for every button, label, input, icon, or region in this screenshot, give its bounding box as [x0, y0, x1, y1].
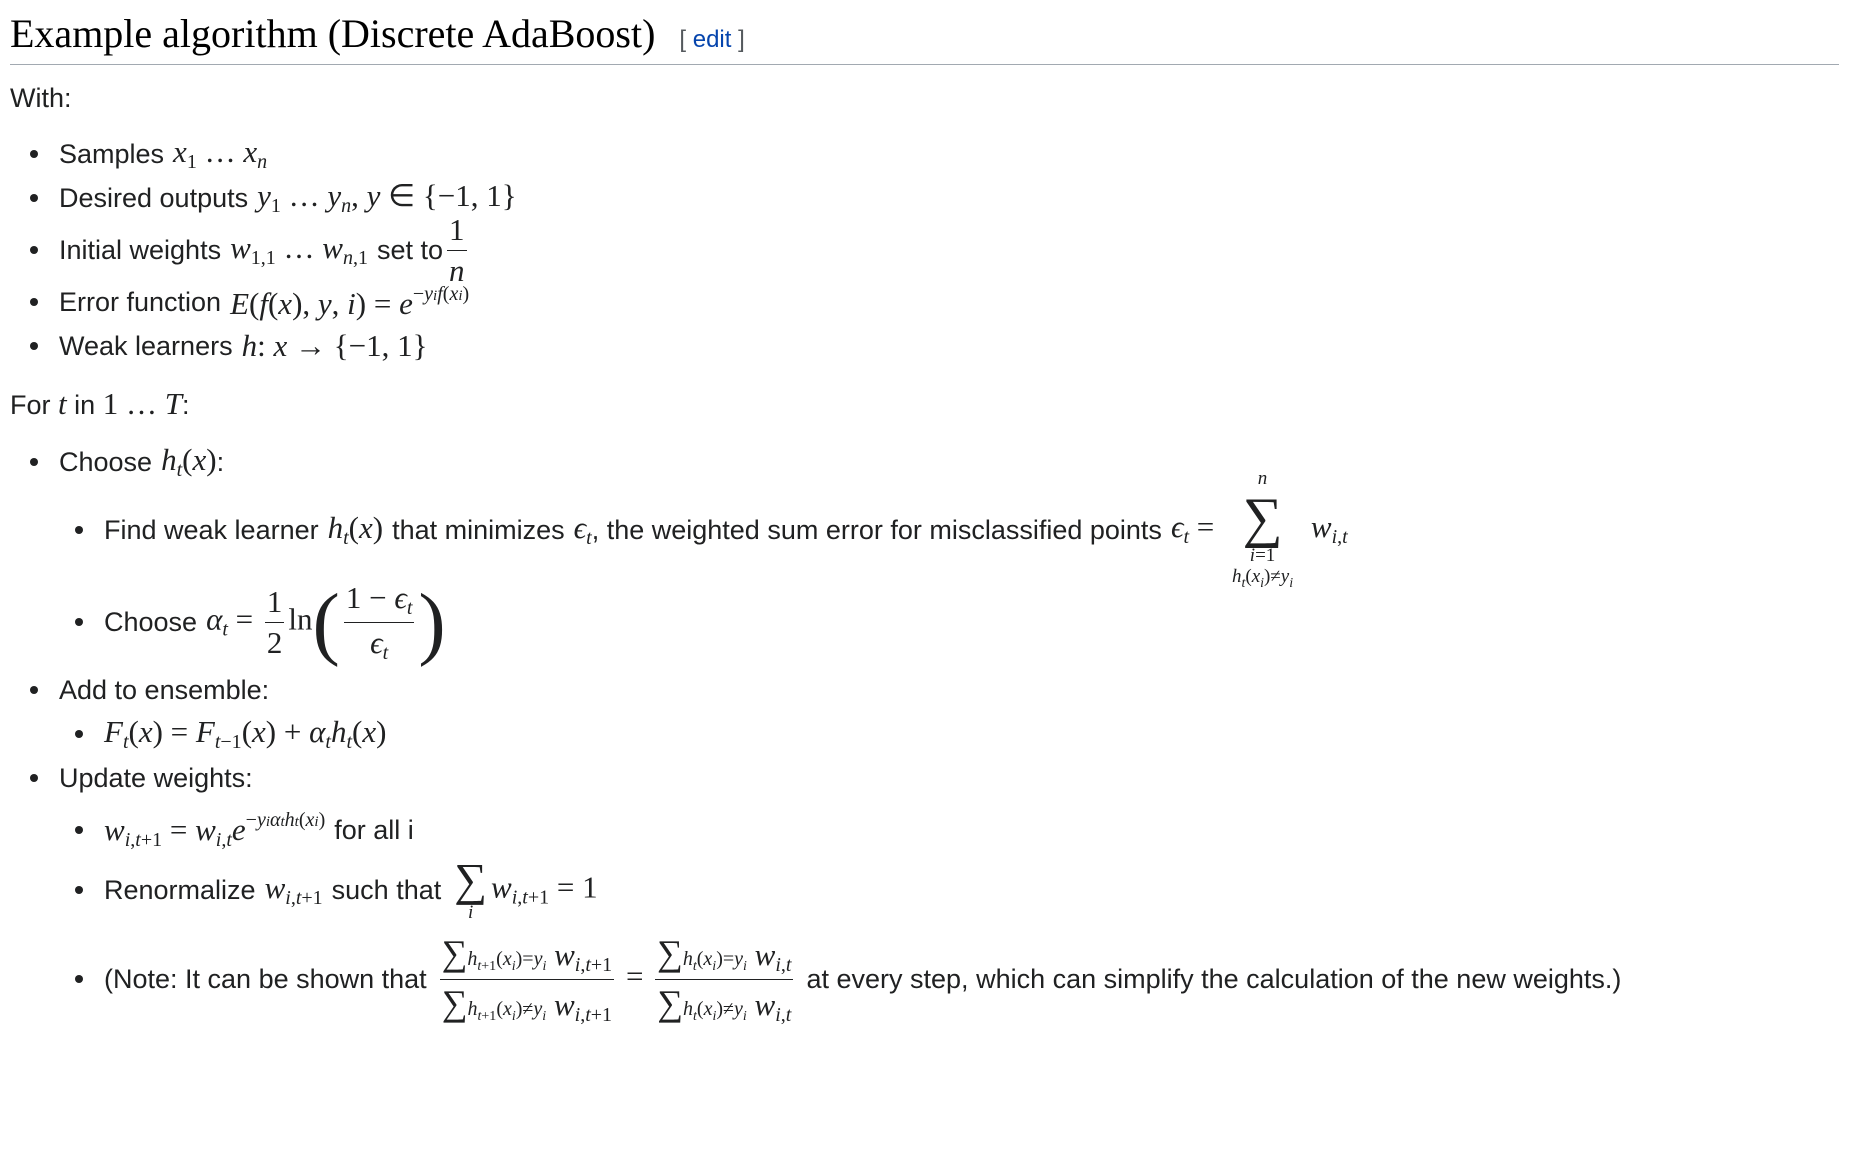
list-item-error-function	[28, 280, 1839, 324]
list-item-note	[73, 920, 1839, 1038]
intro-text: With:	[10, 83, 72, 113]
list-item-ensemble-formula	[73, 712, 1839, 756]
list-item-choose-h	[28, 440, 1839, 484]
add-ensemble-label: Add to ensemble:	[59, 674, 270, 705]
list-item-find-weak-learner	[73, 468, 1839, 591]
loop-in-label: in	[74, 390, 96, 420]
weak-learners-label: Weak learners	[59, 330, 233, 361]
update-weights-label: Update weights:	[59, 762, 253, 793]
list-item-renormalize	[73, 853, 1839, 923]
renormalize-weight: $w_{i,t+1}$	[264, 870, 323, 909]
loop-variable: t	[58, 386, 67, 421]
loop-for-label: For	[10, 390, 51, 420]
choose-h-colon: :	[216, 446, 225, 477]
update-substeps	[73, 800, 1839, 1038]
choose-h-substeps	[73, 468, 1839, 668]
list-item-weight-update	[73, 800, 1839, 860]
samples-formula: $x_1$ … $x_n$	[173, 134, 268, 173]
list-item-choose-alpha	[73, 576, 1839, 668]
list-item-samples	[28, 132, 1839, 176]
edit-link[interactable]: edit	[692, 26, 732, 53]
initial-weights-label: Initial weights	[59, 234, 222, 265]
error-function-formula: E(f(x), y, $i) = e^{-yif(xi)}$	[230, 282, 470, 321]
list-item-desired-outputs	[28, 176, 1839, 220]
section-heading-row	[10, 10, 1839, 65]
steps-list	[28, 440, 1839, 1038]
renormalize-label: Renormalize	[104, 874, 256, 905]
such-that-label: such that	[331, 874, 442, 905]
edit-section	[679, 26, 744, 54]
loop-range: 1 … T	[102, 386, 182, 421]
find-weak-label: Find weak learner	[104, 514, 319, 545]
find-weak-mid: that minimizes	[392, 514, 565, 545]
sum-operator: n ∑ i=1 $h_t(x_i)\ne y_i$	[1231, 468, 1294, 591]
desired-outputs-label: Desired outputs	[59, 182, 249, 213]
weak-learners-formula: h: x → {−1, 1}	[241, 328, 428, 363]
list-item-initial-weights	[28, 211, 1839, 288]
edit-bracket-open: [	[679, 26, 687, 53]
weak-learner-formula: $h_t(x)$	[327, 510, 384, 549]
set-to-label: set to	[376, 234, 444, 265]
list-item-add-ensemble	[28, 668, 1839, 712]
loop-line	[10, 386, 1839, 422]
error-function-label: Error function	[59, 286, 222, 317]
weight-update-formula: $w_{i,t+1} = w_{i,t}e^{-yi\alpha tht(xi)}$	[104, 808, 326, 851]
for-all-i-label: for all i	[334, 814, 414, 845]
weighted-error-formula: $\epsilon_t$ = n ∑ i=1 $h_t(x_i)\ne y_i$ $w_{i,t}$	[1170, 468, 1348, 591]
choose-alpha-label: Choose	[104, 606, 198, 637]
section-title: Example algorithm (Discrete AdaBoost)	[10, 11, 656, 56]
initial-weights-formula: $w_{1,1}$ … $w_{n,1}$	[230, 230, 368, 269]
list-item-update-substeps	[28, 800, 1839, 1038]
note-suffix: at every step, which can simplify the calculation of the new weights.)	[806, 963, 1622, 994]
loop-colon: :	[181, 390, 190, 420]
choose-h-formula: $h_t(x)$	[161, 442, 217, 481]
find-weak-tail: , the weighted sum error for misclassified points	[591, 514, 1162, 545]
add-ensemble-substeps	[73, 712, 1839, 756]
epsilon-symbol: $\epsilon_t$	[573, 510, 592, 549]
choose-h-label: Choose	[59, 446, 153, 477]
given-list	[28, 132, 1839, 368]
normalization-formula: ∑ i $w_{i,t+1} = 1$	[454, 853, 598, 923]
desired-outputs-formula: $y_1$ … $y_n$, y ∈ {−1, 1}	[257, 178, 517, 217]
one-over-n-fraction: $\frac{1}{n}$	[449, 211, 465, 288]
list-item-choose-h-substeps	[28, 468, 1839, 668]
list-item-weak-learners	[28, 324, 1839, 368]
ensemble-formula: $F_t(x) = F_{t-1}(x) + \alpha_th_t(x)$	[104, 714, 387, 753]
samples-label: Samples	[59, 138, 165, 169]
ratio-identity-formula: $\frac{\sum h_{t+1}(x_i)=y_i w_{i,t+1}}{\sum h_{t+1}(x_i)\ne y_i w_{i,t+1}}$ = $\frac{\sum h_t(x_i)=y_i w_{i,t}}{\sum h_t(x_i)\ne y_i w_{i,t}}$	[441, 932, 792, 1026]
edit-bracket-close: ]	[738, 26, 745, 53]
alpha-formula: $\alpha_t$ = $\frac{1}{2}$ ln( $\frac{1 - \epsilon_t}{\epsilon_t}$ )	[206, 576, 446, 667]
list-item-add-ensemble-substeps	[28, 712, 1839, 756]
note-prefix: (Note: It can be shown that	[104, 963, 427, 994]
list-item-update-weights	[28, 756, 1839, 800]
